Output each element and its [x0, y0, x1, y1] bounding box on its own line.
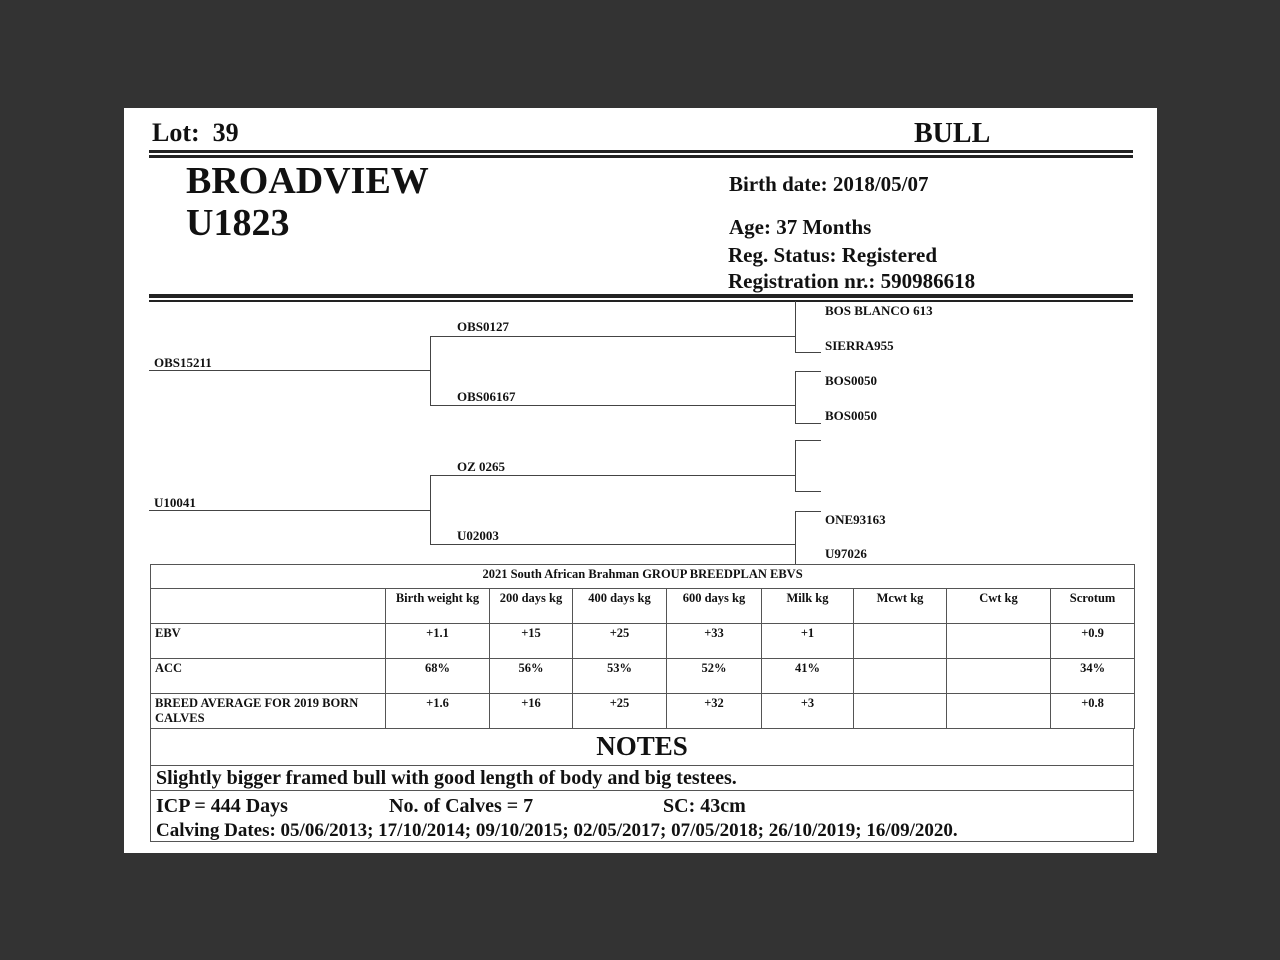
- dam-dam-label: U02003: [457, 528, 499, 543]
- sire-dam-label: OBS06167: [457, 389, 516, 404]
- table-cell: [854, 694, 947, 729]
- col-header: Milk kg: [762, 589, 854, 624]
- col-header: Birth weight kg: [386, 589, 490, 624]
- row-label: BREED AVERAGE FOR 2019 BORN CALVES: [151, 694, 386, 729]
- table-cell: [854, 659, 947, 694]
- ss-connector: [795, 301, 796, 353]
- dam-connector: [430, 475, 431, 545]
- gg-2: SIERRA955: [825, 338, 894, 353]
- lot-label: Lot:: [152, 118, 200, 147]
- dam-label: U10041: [154, 495, 196, 510]
- dam-line: [149, 510, 430, 511]
- table-cell: [854, 624, 947, 659]
- dam-sire-label: OZ 0265: [457, 459, 506, 474]
- dam-sire-line: [430, 475, 795, 476]
- table-cell: +1.1: [386, 624, 490, 659]
- col-header: Scrotum: [1051, 589, 1135, 624]
- lot-number: [152, 118, 239, 148]
- dam-dam-line: [430, 544, 795, 545]
- table-cell: 41%: [762, 659, 854, 694]
- dd-connector: [795, 511, 796, 564]
- sale-catalogue-card: [124, 108, 1157, 853]
- ss-dam-tick: [795, 352, 821, 353]
- col-header: 200 days kg: [490, 589, 573, 624]
- row-label: ACC: [151, 659, 386, 694]
- sire-sire-label: OBS0127: [457, 319, 510, 334]
- col-header: 600 days kg: [667, 589, 762, 624]
- sire-line: [149, 370, 430, 371]
- row-label: EBV: [151, 624, 386, 659]
- table-cell: +33: [667, 624, 762, 659]
- ebv-header-row: [151, 589, 1135, 624]
- sd-sire-tick: [795, 371, 821, 372]
- table-row: [151, 694, 1135, 729]
- registration-number: Registration nr.: 590986618: [728, 269, 976, 293]
- table-row: [151, 624, 1135, 659]
- icp: ICP = 444 Days: [156, 795, 288, 817]
- gg-4: BOS0050: [825, 408, 878, 423]
- reg-status: Reg. Status: Registered: [728, 243, 937, 267]
- table-cell: 68%: [386, 659, 490, 694]
- dd-sire-tick: [795, 511, 821, 512]
- ds-sire-tick: [795, 440, 821, 441]
- ds-connector: [795, 440, 796, 492]
- table-row: [151, 659, 1135, 694]
- sire-dam-line: [430, 405, 795, 406]
- gg-1: BOS BLANCO 613: [825, 303, 933, 318]
- table-cell: [947, 659, 1051, 694]
- table-cell: +32: [667, 694, 762, 729]
- gg-8: U97026: [825, 546, 867, 561]
- ebv-table: [150, 564, 1135, 729]
- pedigree-rule-bottom: [149, 300, 1133, 302]
- sire-sire-line: [430, 336, 795, 337]
- table-cell: +0.9: [1051, 624, 1135, 659]
- header-rule-bottom: [149, 155, 1133, 158]
- animal-type: BULL: [914, 118, 991, 149]
- table-cell: +25: [573, 694, 667, 729]
- table-cell: +3: [762, 694, 854, 729]
- table-cell: 56%: [490, 659, 573, 694]
- scrotal-circumference: SC: 43cm: [663, 795, 746, 817]
- notes-description-row: [151, 765, 1133, 791]
- col-header: Mcwt kg: [854, 589, 947, 624]
- ds-dam-tick: [795, 491, 821, 492]
- number-of-calves: No. of Calves = 7: [389, 795, 534, 817]
- lot-value: 39: [212, 118, 239, 147]
- table-cell: +15: [490, 624, 573, 659]
- age: Age: 37 Months: [729, 215, 872, 239]
- table-cell: [947, 694, 1051, 729]
- col-header: 400 days kg: [573, 589, 667, 624]
- sd-connector: [795, 371, 796, 424]
- calving-dates: Calving Dates: 05/06/2013; 17/10/2014; 09/10/2015; 02/05/2017; 07/05/2018; 26/10/2019; 16/09/2020.: [156, 820, 958, 841]
- col-header: [151, 589, 386, 624]
- gg-7: ONE93163: [825, 512, 886, 527]
- table-cell: 52%: [667, 659, 762, 694]
- animal-name: BROADVIEW: [186, 160, 429, 202]
- birth-date: Birth date: 2018/05/07: [729, 172, 929, 196]
- sire-label: OBS15211: [154, 355, 212, 370]
- notes-section: [150, 728, 1134, 842]
- table-cell: +0.8: [1051, 694, 1135, 729]
- notes-description: Slightly bigger framed bull with good length of body and big testees.: [156, 767, 737, 789]
- ebv-table-title: 2021 South African Brahman GROUP BREEDPLAN EBVS: [151, 565, 1135, 589]
- header-rule-top: [149, 150, 1133, 153]
- pedigree-rule-top: [149, 294, 1133, 298]
- notes-title: NOTES: [596, 731, 688, 761]
- sd-dam-tick: [795, 423, 821, 424]
- table-cell: 34%: [1051, 659, 1135, 694]
- table-cell: +25: [573, 624, 667, 659]
- col-header: Cwt kg: [947, 589, 1051, 624]
- table-cell: +16: [490, 694, 573, 729]
- table-cell: +1: [762, 624, 854, 659]
- animal-id: U1823: [186, 202, 290, 244]
- table-cell: [947, 624, 1051, 659]
- table-cell: +1.6: [386, 694, 490, 729]
- table-cell: 53%: [573, 659, 667, 694]
- sire-connector: [430, 336, 431, 406]
- gg-3: BOS0050: [825, 373, 878, 388]
